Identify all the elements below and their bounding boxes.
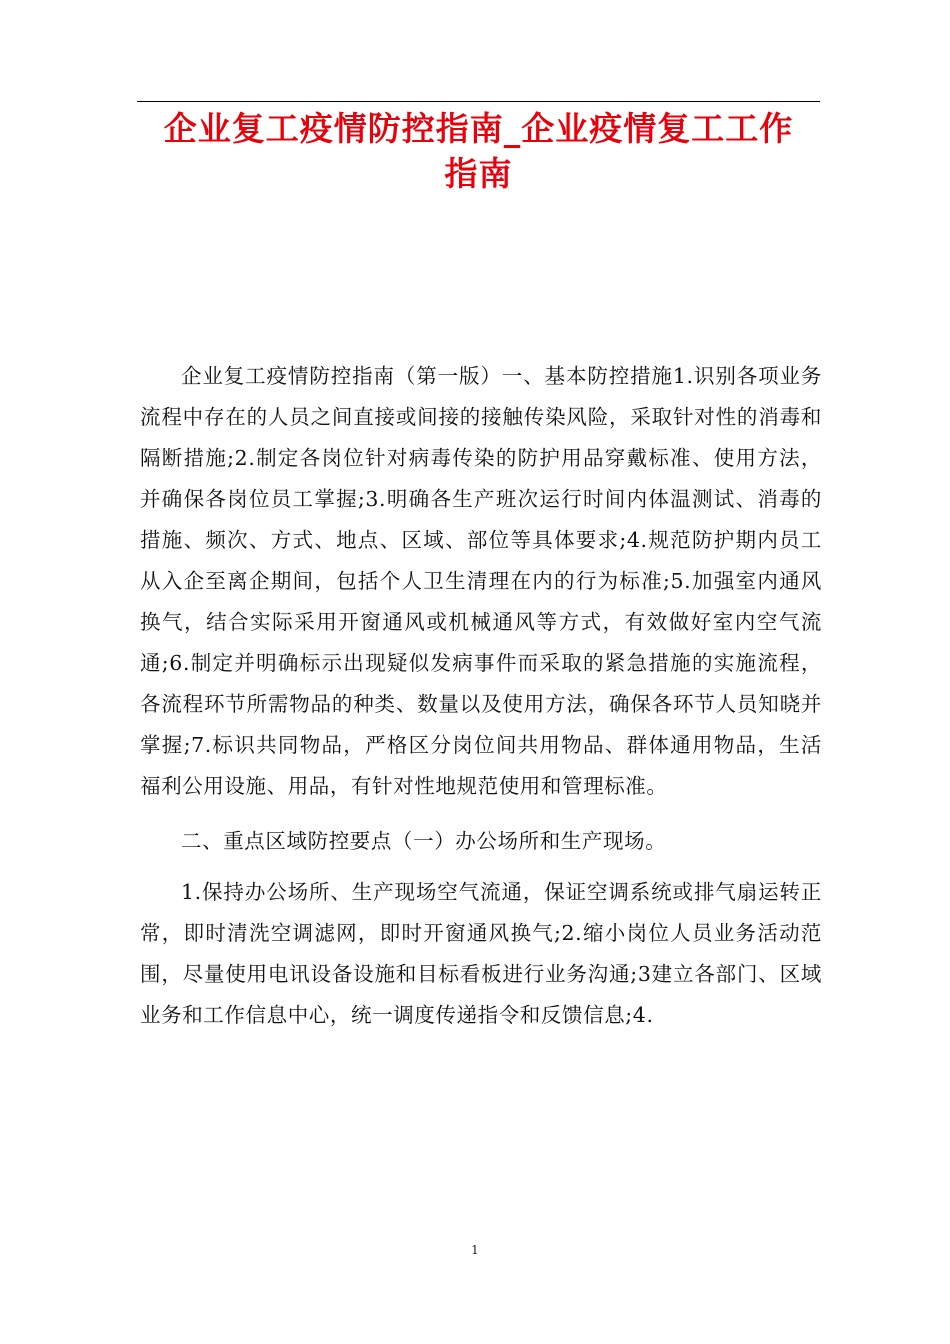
paragraph-office-production: 1.保持办公场所、生产现场空气流通，保证空调系统或排气扇运转正常，即时清洗空调滤网，即时开窗通风换气;2.缩小岗位人员业务活动范围，尽量使用电讯设备设施和目标看板进行业务沟通;3建立各部门、区域业务和工作信息中心，统一调度传递指令和反馈信息;4. xyxy=(140,880,822,1027)
paragraph-basic-measures: 企业复工疫情防控指南（第一版）一、基本防控措施1.识别各项业务流程中存在的人员之间直接或间接的接触传染风险，采取针对性的消毒和隔断措施;2.制定各岗位针对病毒传染的防护用品穿戴标准、使用方法，并确保各岗位员工掌握;3.明确各生产班次运行时间内体温测试、消毒的措施、频次、方式、地点、区域、部位等具体要求;4.规范防护期内员工从入企至离企期间，包括个人卫生清理在内的行为标准;5.加强室内通风换气，结合实际采用开窗通风或机械通风等方式，有效做好室内空气流通;6.制定并明确标示出现疑似发病事件而采取的紧急措施的实施流程，各流程环节所需物品的种类、数量以及使用方法，确保各环节人员知晓并掌握;7.标识共同物品，严格区分岗位间共用物品、群体通用物品，生活福利公用设施、用品，有针对性地规范使用和管理标准。 xyxy=(140,364,822,798)
document-title-line-1: 企业复工疫情防控指南_企业疫情复工工作 xyxy=(163,109,794,148)
paragraph-key-areas-heading: 二、重点区域防控要点（一）办公场所和生产现场。 xyxy=(181,829,667,853)
page-number: 1 xyxy=(471,1243,479,1257)
header-rule xyxy=(137,101,820,102)
document-body xyxy=(140,356,822,1050)
document-title xyxy=(137,106,820,196)
document-title-line-2: 指南 xyxy=(444,154,513,193)
